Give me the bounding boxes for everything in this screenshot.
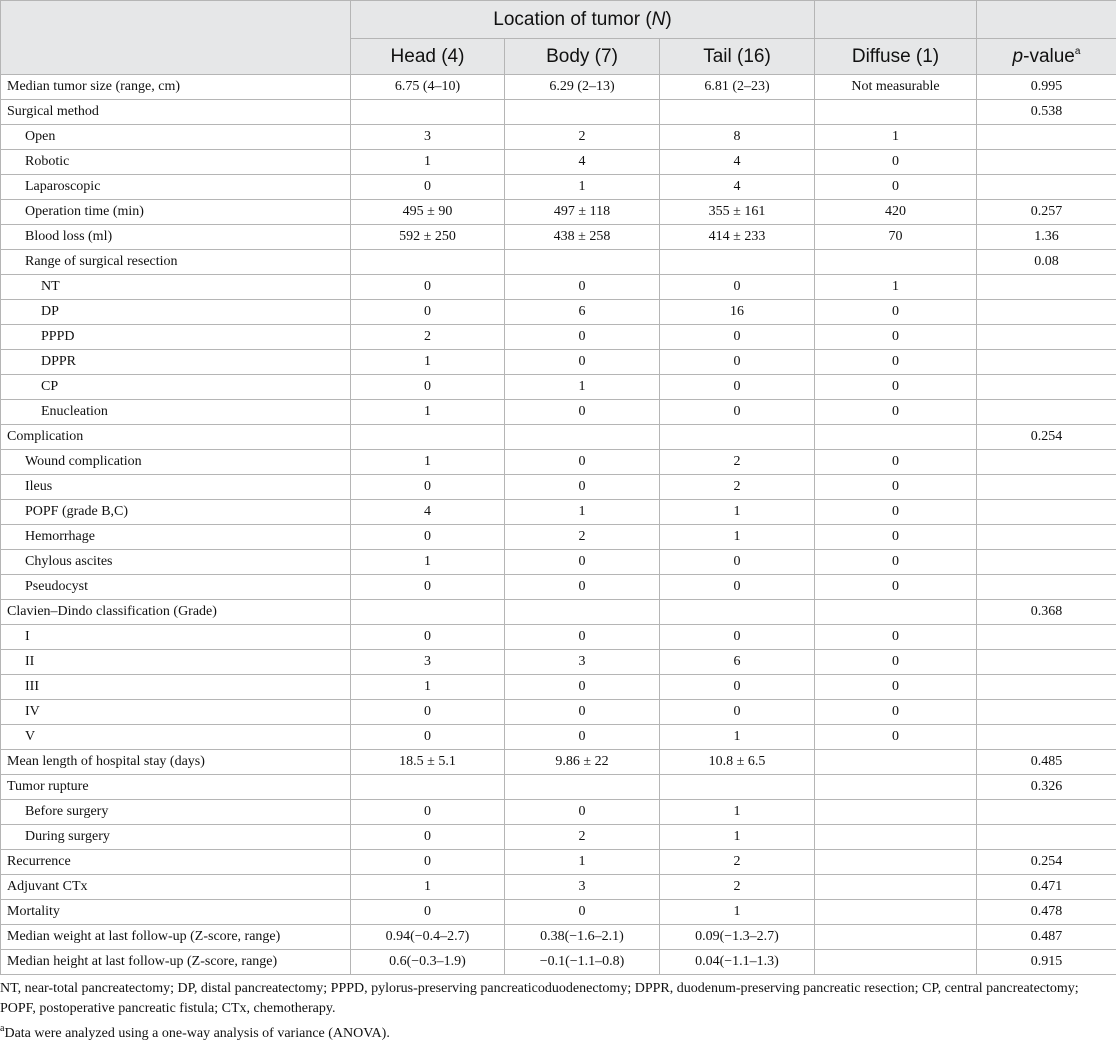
row-value: 8 xyxy=(660,125,815,150)
row-label: Wound complication xyxy=(1,450,351,475)
row-label: Recurrence xyxy=(1,850,351,875)
row-value: 2 xyxy=(351,325,505,350)
row-value: 0 xyxy=(660,325,815,350)
row-value: 0 xyxy=(660,700,815,725)
row-value: 6.29 (2–13) xyxy=(505,75,660,100)
row-value: 0 xyxy=(505,350,660,375)
group-header: Location of tumor (N) xyxy=(351,1,815,39)
row-value xyxy=(815,750,977,775)
row-label: Open xyxy=(1,125,351,150)
row-value xyxy=(815,850,977,875)
row-value: 495 ± 90 xyxy=(351,200,505,225)
row-label: Mortality xyxy=(1,900,351,925)
row-value: 0 xyxy=(351,900,505,925)
row-label: Pseudocyst xyxy=(1,575,351,600)
abbreviations-note: NT, near-total pancreatectomy; DP, distal pancreatectomy; PPPD, pylorus-preserving pancreaticoduodenectomy; DPPR, duodenum-preserving pancreatic resection; CP, central pancreatectomy; POPF, postoperative pancreatic fistula; CTx, chemotherapy. xyxy=(0,979,1116,1019)
table-row xyxy=(1,600,1116,625)
pvalue-header-top xyxy=(977,1,1116,39)
row-label: Median weight at last follow-up (Z-score, range) xyxy=(1,925,351,950)
table-row xyxy=(1,725,1116,750)
row-value xyxy=(977,550,1116,575)
row-value: 0 xyxy=(660,550,815,575)
row-value: 1 xyxy=(505,500,660,525)
col-header-tail: Tail (16) xyxy=(660,39,815,75)
row-label: Blood loss (ml) xyxy=(1,225,351,250)
row-value xyxy=(351,600,505,625)
row-value xyxy=(505,425,660,450)
row-label: Robotic xyxy=(1,150,351,175)
row-label: During surgery xyxy=(1,825,351,850)
row-value: 0 xyxy=(815,725,977,750)
row-value: 0.257 xyxy=(977,200,1116,225)
row-label: Hemorrhage xyxy=(1,525,351,550)
row-value: 70 xyxy=(815,225,977,250)
row-value: 4 xyxy=(505,150,660,175)
table-row xyxy=(1,200,1116,225)
row-value xyxy=(815,250,977,275)
row-value: 3 xyxy=(351,650,505,675)
row-value xyxy=(977,400,1116,425)
row-value: 0 xyxy=(660,625,815,650)
row-value: 0 xyxy=(351,700,505,725)
row-label: Clavien–Dindo classification (Grade) xyxy=(1,600,351,625)
row-value xyxy=(815,825,977,850)
row-value: 0 xyxy=(660,675,815,700)
row-value: 4 xyxy=(351,500,505,525)
row-value: 0 xyxy=(660,575,815,600)
row-label: I xyxy=(1,625,351,650)
row-label: NT xyxy=(1,275,351,300)
table-row xyxy=(1,175,1116,200)
row-value: 355 ± 161 xyxy=(660,200,815,225)
row-value xyxy=(660,775,815,800)
row-value: 0 xyxy=(815,575,977,600)
row-value: −0.1(−1.1–0.8) xyxy=(505,950,660,975)
row-value: 0 xyxy=(815,175,977,200)
row-label: POPF (grade B,C) xyxy=(1,500,351,525)
diffuse-header-top xyxy=(815,1,977,39)
row-value: 0 xyxy=(351,850,505,875)
row-value: 0 xyxy=(505,900,660,925)
row-value: 1 xyxy=(351,350,505,375)
row-value: 2 xyxy=(505,125,660,150)
table-row xyxy=(1,775,1116,800)
row-value: 0 xyxy=(815,450,977,475)
row-value: 3 xyxy=(505,650,660,675)
row-value: 0 xyxy=(505,325,660,350)
row-value: 497 ± 118 xyxy=(505,200,660,225)
row-value: 0 xyxy=(660,275,815,300)
row-value xyxy=(815,100,977,125)
row-value: 0.915 xyxy=(977,950,1116,975)
table-row xyxy=(1,350,1116,375)
row-value: 0.09(−1.3–2.7) xyxy=(660,925,815,950)
row-label: Ileus xyxy=(1,475,351,500)
table-row xyxy=(1,925,1116,950)
table-row xyxy=(1,850,1116,875)
row-value: 9.86 ± 22 xyxy=(505,750,660,775)
row-value: 438 ± 258 xyxy=(505,225,660,250)
table-row xyxy=(1,525,1116,550)
row-value: 0 xyxy=(815,375,977,400)
table-row xyxy=(1,625,1116,650)
row-value xyxy=(351,775,505,800)
row-value xyxy=(815,925,977,950)
row-value: 10.8 ± 6.5 xyxy=(660,750,815,775)
row-value xyxy=(977,675,1116,700)
row-value xyxy=(977,700,1116,725)
row-label: PPPD xyxy=(1,325,351,350)
row-label: III xyxy=(1,675,351,700)
row-value xyxy=(351,425,505,450)
row-value: 0.485 xyxy=(977,750,1116,775)
row-value: 1 xyxy=(351,400,505,425)
row-label: Complication xyxy=(1,425,351,450)
row-label: Before surgery xyxy=(1,800,351,825)
row-value: 2 xyxy=(505,525,660,550)
row-value: 0 xyxy=(815,650,977,675)
row-value xyxy=(977,325,1116,350)
row-value: 1 xyxy=(505,375,660,400)
row-value xyxy=(977,575,1116,600)
row-value: 0 xyxy=(505,575,660,600)
row-value: 2 xyxy=(660,875,815,900)
col-header-body: Body (7) xyxy=(505,39,660,75)
row-value: 0 xyxy=(505,675,660,700)
row-value: 6 xyxy=(660,650,815,675)
row-value: 0 xyxy=(351,275,505,300)
row-value: 1 xyxy=(660,500,815,525)
table-row xyxy=(1,100,1116,125)
row-value xyxy=(351,250,505,275)
col-header-pvalue: p-value$^a$ xyxy=(977,39,1116,75)
row-label: Mean length of hospital stay (days) xyxy=(1,750,351,775)
table-row xyxy=(1,650,1116,675)
row-value xyxy=(977,725,1116,750)
table-row xyxy=(1,950,1116,975)
row-label: V xyxy=(1,725,351,750)
row-value: 1 xyxy=(815,275,977,300)
row-value: 1 xyxy=(351,150,505,175)
row-value: 0 xyxy=(351,175,505,200)
row-value: 0 xyxy=(660,400,815,425)
row-value: 1 xyxy=(660,900,815,925)
row-value: 592 ± 250 xyxy=(351,225,505,250)
table-row xyxy=(1,150,1116,175)
row-value: 0.995 xyxy=(977,75,1116,100)
row-value: 1 xyxy=(660,725,815,750)
row-value: 0 xyxy=(815,400,977,425)
table-row xyxy=(1,575,1116,600)
table-row xyxy=(1,675,1116,700)
corner-header xyxy=(1,1,351,75)
row-value: 0 xyxy=(505,725,660,750)
row-value: 0.368 xyxy=(977,600,1116,625)
row-label: Surgical method xyxy=(1,100,351,125)
row-label: Enucleation xyxy=(1,400,351,425)
row-value: 0.326 xyxy=(977,775,1116,800)
row-value xyxy=(977,275,1116,300)
row-value: 0 xyxy=(351,375,505,400)
table-row xyxy=(1,825,1116,850)
footnotes xyxy=(0,979,1116,1044)
row-value: 6.81 (2–23) xyxy=(660,75,815,100)
row-value: 0 xyxy=(505,450,660,475)
row-value xyxy=(977,500,1116,525)
row-value: 0 xyxy=(505,800,660,825)
row-value xyxy=(815,875,977,900)
row-value: 18.5 ± 5.1 xyxy=(351,750,505,775)
row-value xyxy=(977,475,1116,500)
row-value: 0.471 xyxy=(977,875,1116,900)
row-value: 0.6(−0.3–1.9) xyxy=(351,950,505,975)
row-value xyxy=(660,600,815,625)
row-value: 0 xyxy=(351,625,505,650)
table-row xyxy=(1,300,1116,325)
row-value xyxy=(977,825,1116,850)
row-value: 1 xyxy=(505,850,660,875)
row-value xyxy=(815,600,977,625)
row-value: 0 xyxy=(505,275,660,300)
row-value: Not measurable xyxy=(815,75,977,100)
row-value xyxy=(815,950,977,975)
col-header-head: Head (4) xyxy=(351,39,505,75)
table-row xyxy=(1,125,1116,150)
table-row xyxy=(1,225,1116,250)
row-value: 0 xyxy=(505,550,660,575)
row-value xyxy=(977,450,1116,475)
row-value: 0 xyxy=(815,625,977,650)
row-value: 2 xyxy=(660,475,815,500)
row-value xyxy=(505,100,660,125)
row-value xyxy=(815,425,977,450)
row-label: CP xyxy=(1,375,351,400)
row-value: 0 xyxy=(815,500,977,525)
row-value xyxy=(977,625,1116,650)
row-value: 0.254 xyxy=(977,425,1116,450)
row-value: 1 xyxy=(351,675,505,700)
row-label: Tumor rupture xyxy=(1,775,351,800)
table-row xyxy=(1,75,1116,100)
row-label: II xyxy=(1,650,351,675)
table-row xyxy=(1,750,1116,775)
row-value: 0.487 xyxy=(977,925,1116,950)
row-value xyxy=(977,800,1116,825)
row-value xyxy=(977,375,1116,400)
row-value: 0 xyxy=(815,150,977,175)
row-value: 0 xyxy=(351,475,505,500)
row-value xyxy=(977,175,1116,200)
row-label: IV xyxy=(1,700,351,725)
row-value: 1 xyxy=(660,825,815,850)
row-value xyxy=(351,100,505,125)
row-value: 4 xyxy=(660,150,815,175)
row-value: 0 xyxy=(660,350,815,375)
row-value: 0.478 xyxy=(977,900,1116,925)
row-value: 0 xyxy=(351,525,505,550)
row-value: 3 xyxy=(505,875,660,900)
table-row xyxy=(1,700,1116,725)
table-row xyxy=(1,425,1116,450)
row-value xyxy=(505,775,660,800)
row-value xyxy=(815,800,977,825)
row-label: DPPR xyxy=(1,350,351,375)
table-row xyxy=(1,325,1116,350)
row-value: 0 xyxy=(351,825,505,850)
row-value xyxy=(660,425,815,450)
table-row xyxy=(1,500,1116,525)
table-row xyxy=(1,375,1116,400)
row-value xyxy=(815,775,977,800)
row-value: 0 xyxy=(351,800,505,825)
row-value: 1 xyxy=(351,550,505,575)
row-label: Laparoscopic xyxy=(1,175,351,200)
table-body xyxy=(1,75,1116,975)
row-value: 0.04(−1.1–1.3) xyxy=(660,950,815,975)
row-value: 0.254 xyxy=(977,850,1116,875)
row-label: Median height at last follow-up (Z-score, range) xyxy=(1,950,351,975)
row-value: 0 xyxy=(351,575,505,600)
row-value: 1 xyxy=(815,125,977,150)
row-label: Chylous ascites xyxy=(1,550,351,575)
row-label: Operation time (min) xyxy=(1,200,351,225)
table-row xyxy=(1,400,1116,425)
row-value xyxy=(505,250,660,275)
row-value: 0 xyxy=(815,700,977,725)
row-value xyxy=(977,125,1116,150)
row-value: 420 xyxy=(815,200,977,225)
row-value: 6.75 (4–10) xyxy=(351,75,505,100)
row-value: 1 xyxy=(351,875,505,900)
table-row xyxy=(1,800,1116,825)
row-value: 0 xyxy=(351,725,505,750)
row-value: 2 xyxy=(505,825,660,850)
row-label: Range of surgical resection xyxy=(1,250,351,275)
anova-note: $^a$Data were analyzed using a one-way analysis of variance (ANOVA). xyxy=(0,1019,1116,1044)
row-value: 1 xyxy=(660,525,815,550)
row-label: Adjuvant CTx xyxy=(1,875,351,900)
row-value: 0 xyxy=(505,625,660,650)
row-value: 0.08 xyxy=(977,250,1116,275)
row-value: 0 xyxy=(815,475,977,500)
row-value: 0 xyxy=(815,525,977,550)
row-value xyxy=(977,350,1116,375)
row-value: 0 xyxy=(815,300,977,325)
row-value: 6 xyxy=(505,300,660,325)
row-value: 0 xyxy=(815,675,977,700)
row-value: 16 xyxy=(660,300,815,325)
row-value: 0.94(−0.4–2.7) xyxy=(351,925,505,950)
row-value: 1.36 xyxy=(977,225,1116,250)
row-value: 4 xyxy=(660,175,815,200)
row-value: 414 ± 233 xyxy=(660,225,815,250)
row-value: 1 xyxy=(505,175,660,200)
row-value xyxy=(815,900,977,925)
row-value: 0 xyxy=(815,325,977,350)
row-value: 0 xyxy=(815,350,977,375)
row-value: 0 xyxy=(351,300,505,325)
row-value xyxy=(977,150,1116,175)
table-row xyxy=(1,900,1116,925)
row-value: 0 xyxy=(505,475,660,500)
col-header-diffuse: Diffuse (1) xyxy=(815,39,977,75)
row-value: 2 xyxy=(660,850,815,875)
table-row xyxy=(1,475,1116,500)
row-value: 0 xyxy=(660,375,815,400)
row-label: Median tumor size (range, cm) xyxy=(1,75,351,100)
table-row xyxy=(1,250,1116,275)
row-value: 0 xyxy=(505,700,660,725)
row-value: 2 xyxy=(660,450,815,475)
row-value xyxy=(977,300,1116,325)
row-value xyxy=(660,100,815,125)
row-value xyxy=(977,650,1116,675)
row-value: 0 xyxy=(815,550,977,575)
row-value: 0.38(−1.6–2.1) xyxy=(505,925,660,950)
row-value: 3 xyxy=(351,125,505,150)
row-value: 0.538 xyxy=(977,100,1116,125)
row-value xyxy=(505,600,660,625)
row-value xyxy=(660,250,815,275)
row-label: DP xyxy=(1,300,351,325)
row-value: 1 xyxy=(351,450,505,475)
row-value: 0 xyxy=(505,400,660,425)
table-row xyxy=(1,550,1116,575)
row-value: 1 xyxy=(660,800,815,825)
table-row xyxy=(1,875,1116,900)
table-row xyxy=(1,275,1116,300)
table-row xyxy=(1,450,1116,475)
row-value xyxy=(977,525,1116,550)
